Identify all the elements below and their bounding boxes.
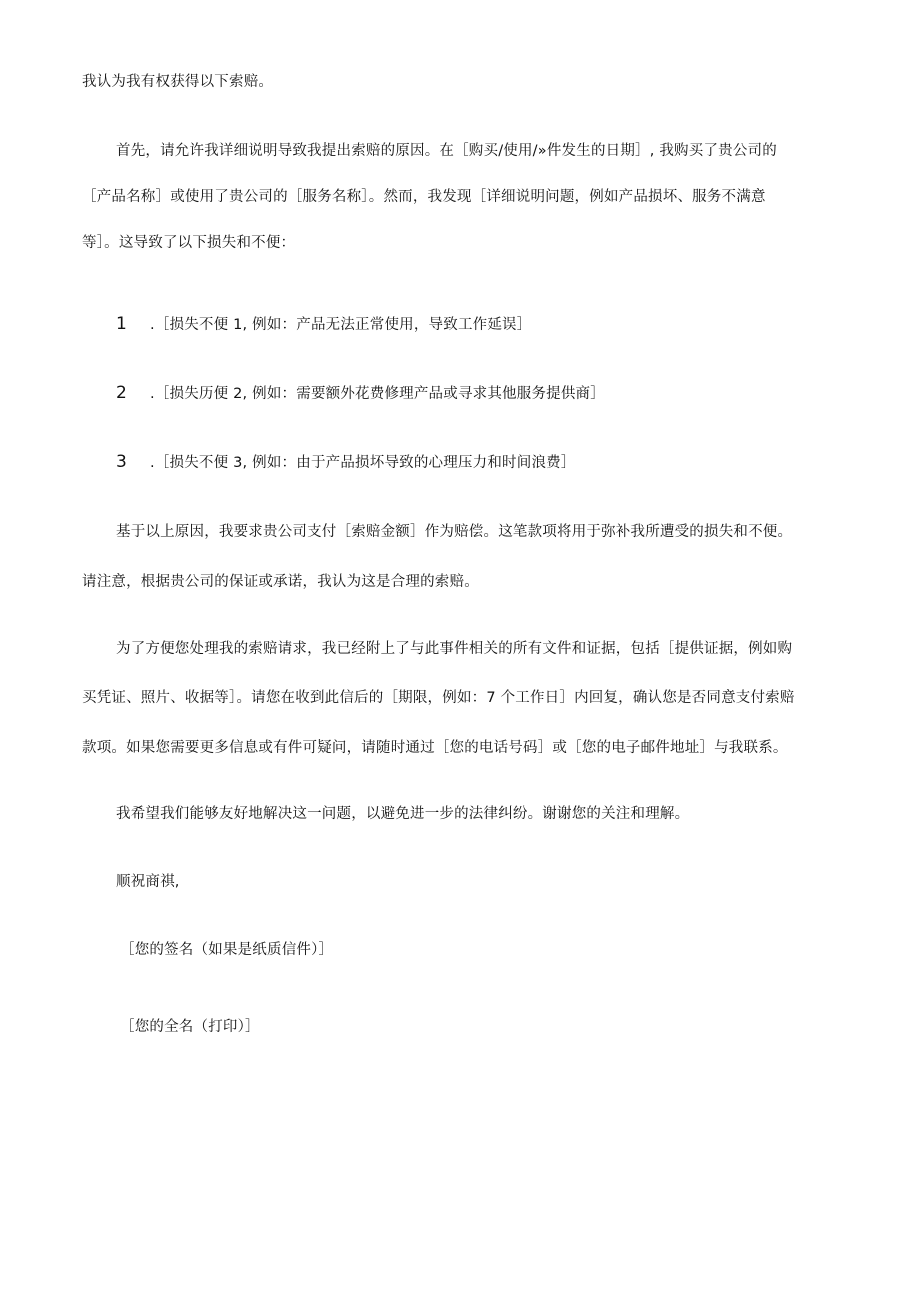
paragraph4-line: 我希望我们能够友好地解决这一问题，以避免进一步的法律纠纷。谢谢您的关注和理解。 [116, 806, 690, 822]
closing-line: 顺祝商祺, [116, 874, 180, 890]
paragraph2-line2: 请注意，根据贵公司的保证或承诺，我认为这是合理的索赔。 [82, 574, 479, 590]
loss-item-number: 1 [116, 314, 128, 334]
paragraph1-line2: ［产品名称］或使用了贵公司的［服务名称］。然而，我发现［详细说明问题，例如产品损坏、服务不满意 [82, 189, 766, 205]
loss-item-text: .［损失历便 2, 例如：需要额外花费修理产品或寻求其他服务提供商］ [150, 386, 605, 402]
loss-item-number: 3 [116, 452, 128, 472]
paragraph3-line3: 款项。如果您需要更多信息或有件可疑问，请随时通过［您的电话号码］或［您的电子邮件地址］与我联系。 [82, 740, 788, 756]
intro-line: 我认为我有权获得以下索赔。 [82, 74, 274, 90]
loss-item-text: .［损失不便 1, 例如：产品无法正常使用，导致工作延误］ [150, 317, 532, 333]
loss-item-text: .［损失不便 3, 例如：由于产品损坏导致的心理压力和时间浪费］ [150, 455, 576, 471]
paragraph1-line3: 等］。这导致了以下损失和不便： [82, 235, 296, 251]
loss-item [116, 314, 531, 335]
loss-item-number: 2 [116, 383, 128, 403]
paragraph3-line1: 为了方便您处理我的索赔请求，我已经附上了与此事件相关的所有文件和证据，包括［提供证据，例如购 [116, 641, 793, 657]
paragraph1-line1: 首先，请允许我详细说明导致我提出索赔的原因。在［购买/使用/»件发生的日期］, 我购买了贵公司的 [116, 143, 777, 159]
full-name-placeholder: ［您的全名（打印）］ [120, 1019, 260, 1035]
paragraph2-line1: 基于以上原因，我要求贵公司支付［索赔金额］作为赔偿。这笔款项将用于弥补我所遭受的损失和不便。 [116, 524, 793, 540]
loss-item [116, 383, 605, 404]
loss-item [116, 452, 576, 473]
paragraph3-line2: 买凭证、照片、收据等］。请您在收到此信后的［期限，例如：7 个工作日］内回复，确认您是否同意支付索赔 [82, 690, 795, 706]
signature-placeholder: ［您的签名（如果是纸质信件）］ [120, 942, 334, 958]
